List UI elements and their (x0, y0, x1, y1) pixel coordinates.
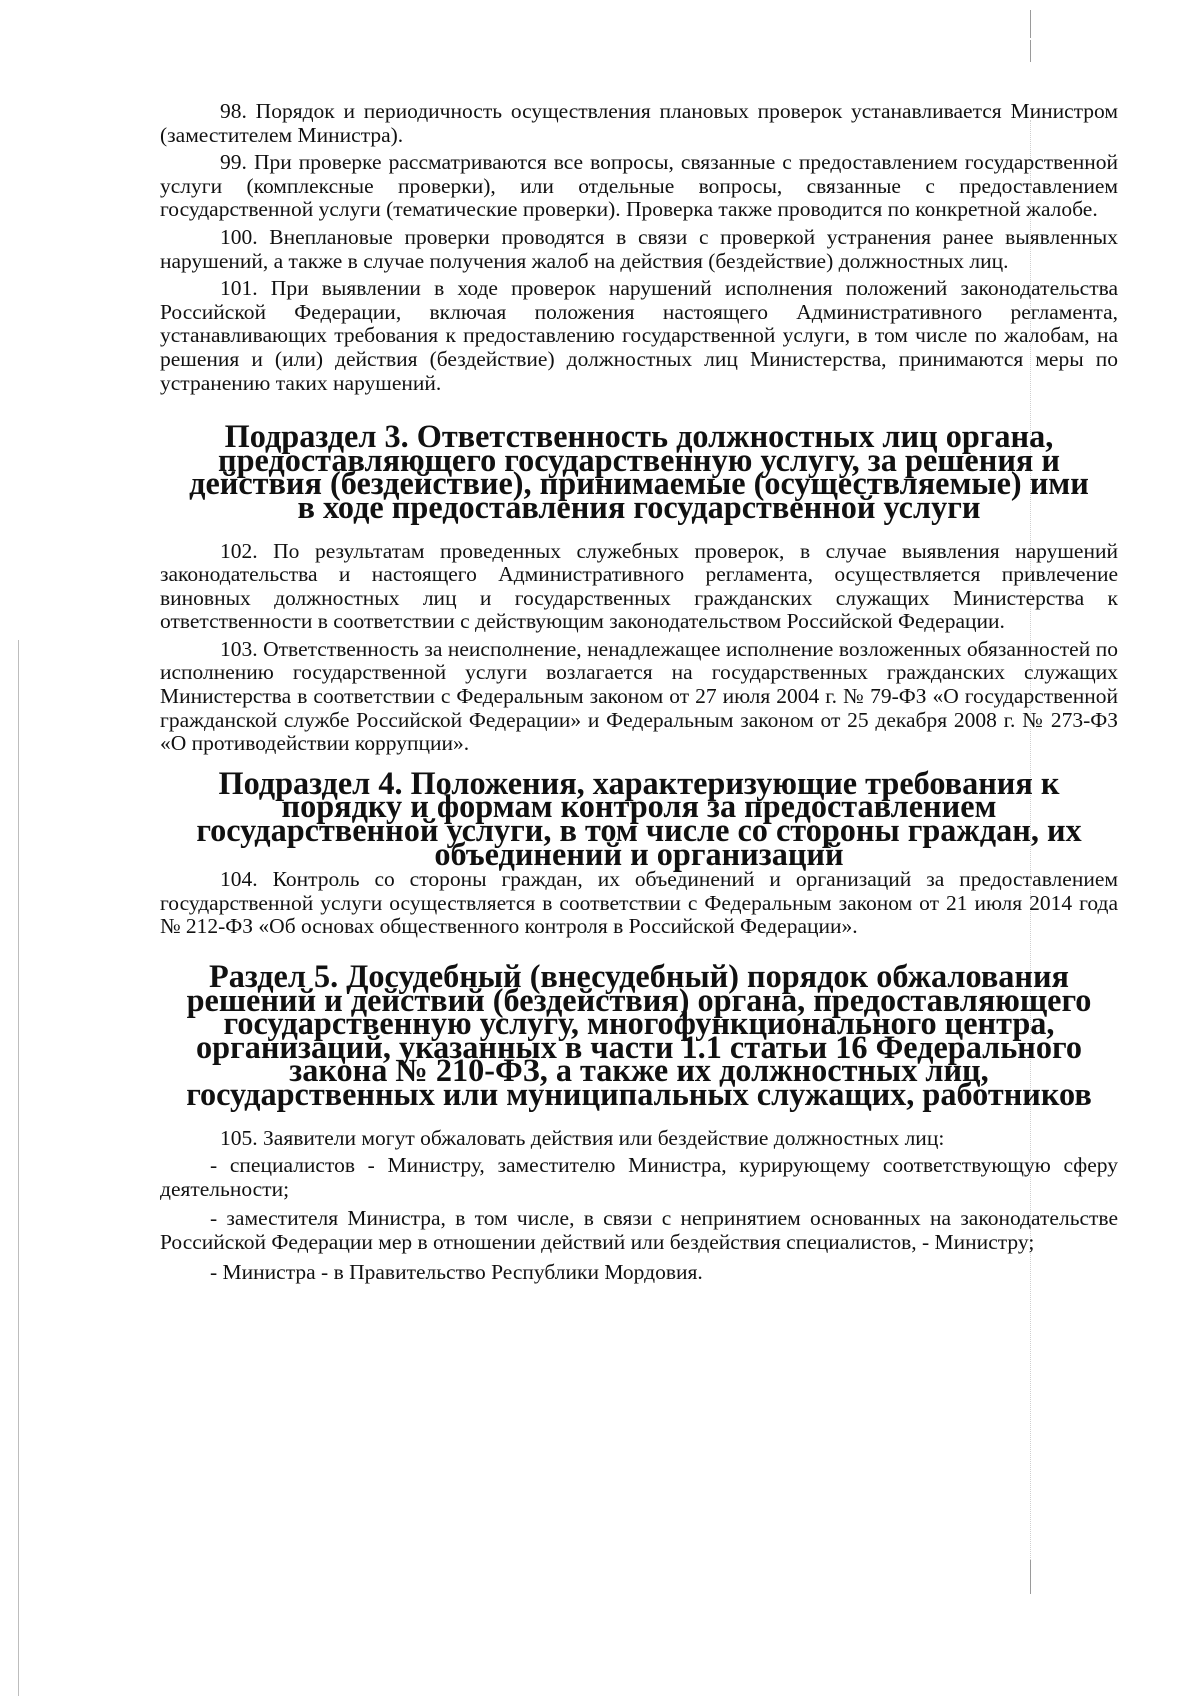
paragraph-104: 104. Контроль со стороны граждан, их объединений и организаций за предоставлением государственной услуги осуществляется в соответствии с Федеральным законом от 21 июля 2014 года № 212-ФЗ «Об основах общественного контроля в Российской Федерации». (160, 867, 1118, 939)
heading-section-5: Раздел 5. Досудебный (внесудебный) порядок обжалования решений и действий (бездействия) органа, предоставляющего государственную услугу, многофункционального центра, организаций, указанных в части 1.1 статьи 16 Федерального закона № 210-ФЗ, а также их должностных лиц, государственных или муниципальных служащих, работников (186, 958, 1092, 1112)
list-item-specialists: - специалистов - Министру, заместителю Министра, курирующему соответствующую сферу деятельности; (160, 1153, 1118, 1201)
paragraphs-top (160, 100, 1118, 395)
paragraphs-section-5 (160, 1127, 1118, 1285)
fold-mark-top (1030, 10, 1031, 38)
paragraph-100: 100. Внеплановые проверки проводятся в связи с проверкой устранения ранее выявленных нарушений, а также в случае получения жалоб на действия (бездействие) должностных лиц. (160, 224, 1118, 273)
fold-mark-top-lower (1030, 40, 1031, 62)
paragraph-98: 98. Порядок и периодичность осуществления плановых проверок устанавливается Министром (заместителем Министра). (160, 99, 1118, 147)
paragraphs-subsection-4 (160, 868, 1118, 939)
list-item-minister: - Министра - в Правительство Республики Мордовия. (210, 1259, 703, 1284)
paragraphs-subsection-3 (160, 540, 1118, 756)
paragraph-105: 105. Заявители могут обжаловать действия или бездействие должностных лиц: (220, 1125, 945, 1150)
paragraph-101: 101. При выявлении в ходе проверок нарушений исполнения положений законодательства Российской Федерации, включая положения настоящего Административного регламента, устанавливающих требования к предоставлению государственной услуги, в том числе по жалобам, на решения и (или) действия (бездействие) должностных лиц Министерства, принимаются меры по устранению таких нарушений. (160, 276, 1118, 395)
paragraph-99: 99. При проверке рассматриваются все вопросы, связанные с предоставлением государственной услуги (комплексные проверки), или отдельные вопросы, связанные с предоставлением государственной услуги (тематические проверки). Проверка также проводится по конкретной жалобе. (160, 150, 1118, 222)
document-body (160, 100, 1118, 1290)
paragraph-103: 103. Ответственность за неисполнение, ненадлежащее исполнение возложенных обязанностей по исполнению государственной услуги возлагается на государственных гражданских служащих Министерства в соответствии с Федеральным законом от 27 июля 2004 г. № 79-ФЗ «О государственной гражданской службе Российской Федерации» и Федеральным законом от 25 декабря 2008 г. № 273-ФЗ «О противодействии коррупции». (160, 636, 1118, 756)
heading-subsection-3: Подраздел 3. Ответственность должностных лиц органа, предоставляющего государственную услугу, за решения и действия (бездействие), принимаемые (осуществляемые) ими в ходе предоставления государственной услуги (189, 418, 1089, 525)
list-item-deputy-minister: - заместителя Министра, в том числе, в связи с непринятием основанных на законодательстве Российской Федерации мер в отношении действий или бездействия специалистов, - Министру; (160, 1206, 1118, 1254)
paragraph-102: 102. По результатам проведенных служебных проверок, в случае выявления нарушений законодательства и настоящего Административного регламента, осуществляется привлечение виновных должностных лиц и государственных гражданских служащих Министерства к ответственности в соответствии с действующим законодательством Российской Федерации. (160, 538, 1118, 634)
fold-mark-bottom (1030, 1560, 1031, 1594)
scan-edge-line (18, 640, 19, 1696)
heading-subsection-4: Подраздел 4. Положения, характеризующие требования к порядку и формам контроля за предоставлением государственной услуги, в том числе со стороны граждан, их объединений и организаций (196, 764, 1082, 872)
